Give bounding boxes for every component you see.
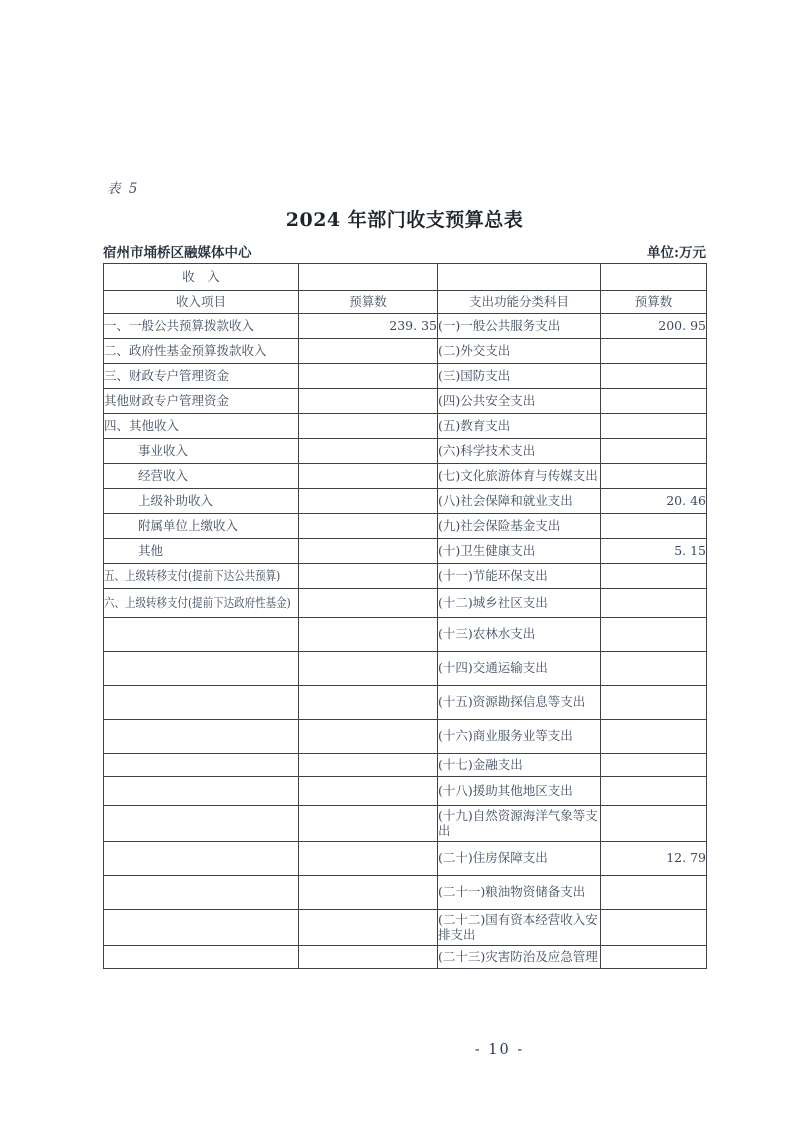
expense-item-cell: (十二)城乡社区支出 — [438, 589, 601, 618]
income-item-label: 四、其他收入 — [104, 417, 180, 433]
income-budget-cell — [299, 564, 438, 589]
income-item-label: 其他 — [138, 542, 164, 558]
income-item-cell — [104, 564, 299, 589]
income-item-cell — [104, 589, 299, 618]
income-item-cell — [104, 910, 299, 946]
budget-summary-table — [103, 263, 707, 969]
expense-item-cell: (二十)住房保障支出 — [438, 842, 601, 876]
income-item-label: 事业收入 — [138, 442, 189, 458]
expense-budget-cell — [601, 364, 707, 389]
unit-label: 单位:万元 — [647, 245, 706, 261]
table-row — [104, 876, 707, 910]
table-row — [104, 652, 707, 686]
income-item-cell — [104, 389, 299, 414]
expense-item-cell: (二)外交支出 — [438, 339, 601, 364]
expense-item-cell: (二十一)粮油物资储备支出 — [438, 876, 601, 910]
income-section-header-row — [104, 264, 707, 291]
income-budget-cell — [299, 389, 438, 414]
expense-budget-cell — [601, 414, 707, 439]
expense-item-cell: (二十三)灾害防治及应急管理 — [438, 946, 601, 969]
income-budget-cell — [299, 618, 438, 652]
income-item-cell — [104, 754, 299, 777]
income-item-label: 上级补助收入 — [138, 492, 214, 508]
expense-budget-cell — [601, 720, 707, 754]
income-item-cell — [104, 414, 299, 439]
expense-item-cell: (三)国防支出 — [438, 364, 601, 389]
income-item-cell — [104, 439, 299, 464]
table-row — [104, 414, 707, 439]
income-budget-cell — [299, 414, 438, 439]
income-budget-cell — [299, 652, 438, 686]
table-row — [104, 539, 707, 564]
income-budget-cell — [299, 686, 438, 720]
income-item-label: 其他财政专户管理资金 — [104, 392, 230, 408]
expense-budget-cell — [601, 589, 707, 618]
expense-budget-cell — [601, 564, 707, 589]
expense-item-cell: (十四)交通运输支出 — [438, 652, 601, 686]
col-header-expense-category: 支出功能分类科目 — [438, 291, 601, 314]
income-item-cell — [104, 464, 299, 489]
expense-item-cell: (十)卫生健康支出 — [438, 539, 601, 564]
expense-budget-cell — [601, 876, 707, 910]
income-budget-cell — [299, 910, 438, 946]
income-item-cell — [104, 686, 299, 720]
income-budget-cell — [299, 514, 438, 539]
income-item-label: 二、政府性基金预算拨款收入 — [104, 342, 267, 358]
income-budget-cell — [299, 754, 438, 777]
empty-cell — [438, 264, 601, 291]
expense-item-cell: (四)公共安全支出 — [438, 389, 601, 414]
income-budget-cell — [299, 339, 438, 364]
expense-item-cell: (十九)自然资源海洋气象等支出 — [438, 806, 601, 842]
income-item-label: 经营收入 — [138, 467, 189, 483]
expense-budget-cell — [601, 464, 707, 489]
table-row — [104, 564, 707, 589]
org-name: 宿州市埇桥区融媒体中心 — [103, 245, 252, 261]
table-row — [104, 842, 707, 876]
expense-budget-cell — [601, 686, 707, 720]
income-budget-cell — [299, 777, 438, 806]
income-budget-cell — [299, 439, 438, 464]
expense-item-cell: (一)一般公共服务支出 — [438, 314, 601, 339]
expense-item-cell: (五)教育支出 — [438, 414, 601, 439]
expense-item-cell: (十一)节能环保支出 — [438, 564, 601, 589]
page-number: - 10 - — [474, 1042, 525, 1058]
income-item-label: 一、一般公共预算拨款收入 — [104, 317, 255, 333]
income-item-cell — [104, 946, 299, 969]
income-budget-cell — [299, 464, 438, 489]
table-number-label: 表 5 — [107, 181, 140, 197]
income-budget-cell — [299, 489, 438, 514]
expense-item-cell: (十三)农林水支出 — [438, 618, 601, 652]
income-section-header-cell: 收 入 — [104, 264, 299, 291]
income-budget-cell — [299, 946, 438, 969]
expense-budget-cell — [601, 389, 707, 414]
income-item-cell — [104, 806, 299, 842]
table-row — [104, 514, 707, 539]
expense-budget-cell: 12. 79 — [601, 842, 707, 876]
table-meta-row — [103, 241, 706, 261]
expense-budget-cell — [601, 777, 707, 806]
income-budget-cell — [299, 806, 438, 842]
expense-budget-cell — [601, 514, 707, 539]
table-row — [104, 910, 707, 946]
table-row — [104, 489, 707, 514]
table-row — [104, 754, 707, 777]
income-item-label: 三、财政专户管理资金 — [104, 367, 230, 383]
expense-budget-cell — [601, 754, 707, 777]
expense-item-cell: (十七)金融支出 — [438, 754, 601, 777]
income-item-cell — [104, 539, 299, 564]
income-item-cell — [104, 652, 299, 686]
income-item-cell — [104, 514, 299, 539]
income-item-cell — [104, 777, 299, 806]
expense-budget-cell — [601, 806, 707, 842]
expense-budget-cell — [601, 618, 707, 652]
income-item-cell — [104, 364, 299, 389]
table-row — [104, 686, 707, 720]
expense-budget-cell — [601, 910, 707, 946]
expense-budget-cell — [601, 946, 707, 969]
income-item-cell — [104, 618, 299, 652]
col-header-income-item: 收入项目 — [104, 291, 299, 314]
income-item-label: 附属单位上缴收入 — [138, 517, 239, 533]
income-item-cell — [104, 720, 299, 754]
income-budget-cell — [299, 876, 438, 910]
income-item-cell — [104, 314, 299, 339]
table-row — [104, 589, 707, 618]
table-row — [104, 339, 707, 364]
table-row — [104, 464, 707, 489]
table-row — [104, 720, 707, 754]
expense-budget-cell — [601, 439, 707, 464]
expense-item-cell: (九)社会保险基金支出 — [438, 514, 601, 539]
income-item-cell — [104, 876, 299, 910]
table-row — [104, 946, 707, 969]
income-budget-cell — [299, 539, 438, 564]
income-item-label: 六、上级转移支付(提前下达政府性基金) — [104, 594, 291, 610]
expense-budget-cell — [601, 652, 707, 686]
income-item-label: 五、上级转移支付(提前下达公共预算) — [104, 567, 281, 583]
income-budget-cell: 239. 35 — [299, 314, 438, 339]
page-title: 2024 年部门收支预算总表 — [285, 209, 524, 231]
table-row — [104, 389, 707, 414]
expense-budget-cell: 20. 46 — [601, 489, 707, 514]
income-budget-cell — [299, 842, 438, 876]
column-header-row — [104, 291, 707, 314]
expense-item-cell: (十六)商业服务业等支出 — [438, 720, 601, 754]
income-item-cell — [104, 489, 299, 514]
expense-item-cell: (七)文化旅游体育与传媒支出 — [438, 464, 601, 489]
expense-item-cell: (十八)援助其他地区支出 — [438, 777, 601, 806]
table-row — [104, 777, 707, 806]
income-budget-cell — [299, 720, 438, 754]
expense-item-cell: (二十二)国有资本经营收入安排支出 — [438, 910, 601, 946]
income-budget-cell — [299, 589, 438, 618]
col-header-expense-budget: 预算数 — [601, 291, 707, 314]
col-header-income-budget: 预算数 — [299, 291, 438, 314]
income-budget-cell — [299, 364, 438, 389]
income-item-cell — [104, 842, 299, 876]
expense-budget-cell: 200. 95 — [601, 314, 707, 339]
expense-item-cell: (八)社会保障和就业支出 — [438, 489, 601, 514]
empty-cell — [299, 264, 438, 291]
table-row — [104, 618, 707, 652]
expense-item-cell: (十五)资源勘探信息等支出 — [438, 686, 601, 720]
table-row — [104, 314, 707, 339]
table-row — [104, 364, 707, 389]
expense-budget-cell — [601, 339, 707, 364]
table-row — [104, 806, 707, 842]
expense-budget-cell: 5. 15 — [601, 539, 707, 564]
income-item-cell — [104, 339, 299, 364]
expense-item-cell: (六)科学技术支出 — [438, 439, 601, 464]
empty-cell — [601, 264, 707, 291]
table-row — [104, 439, 707, 464]
